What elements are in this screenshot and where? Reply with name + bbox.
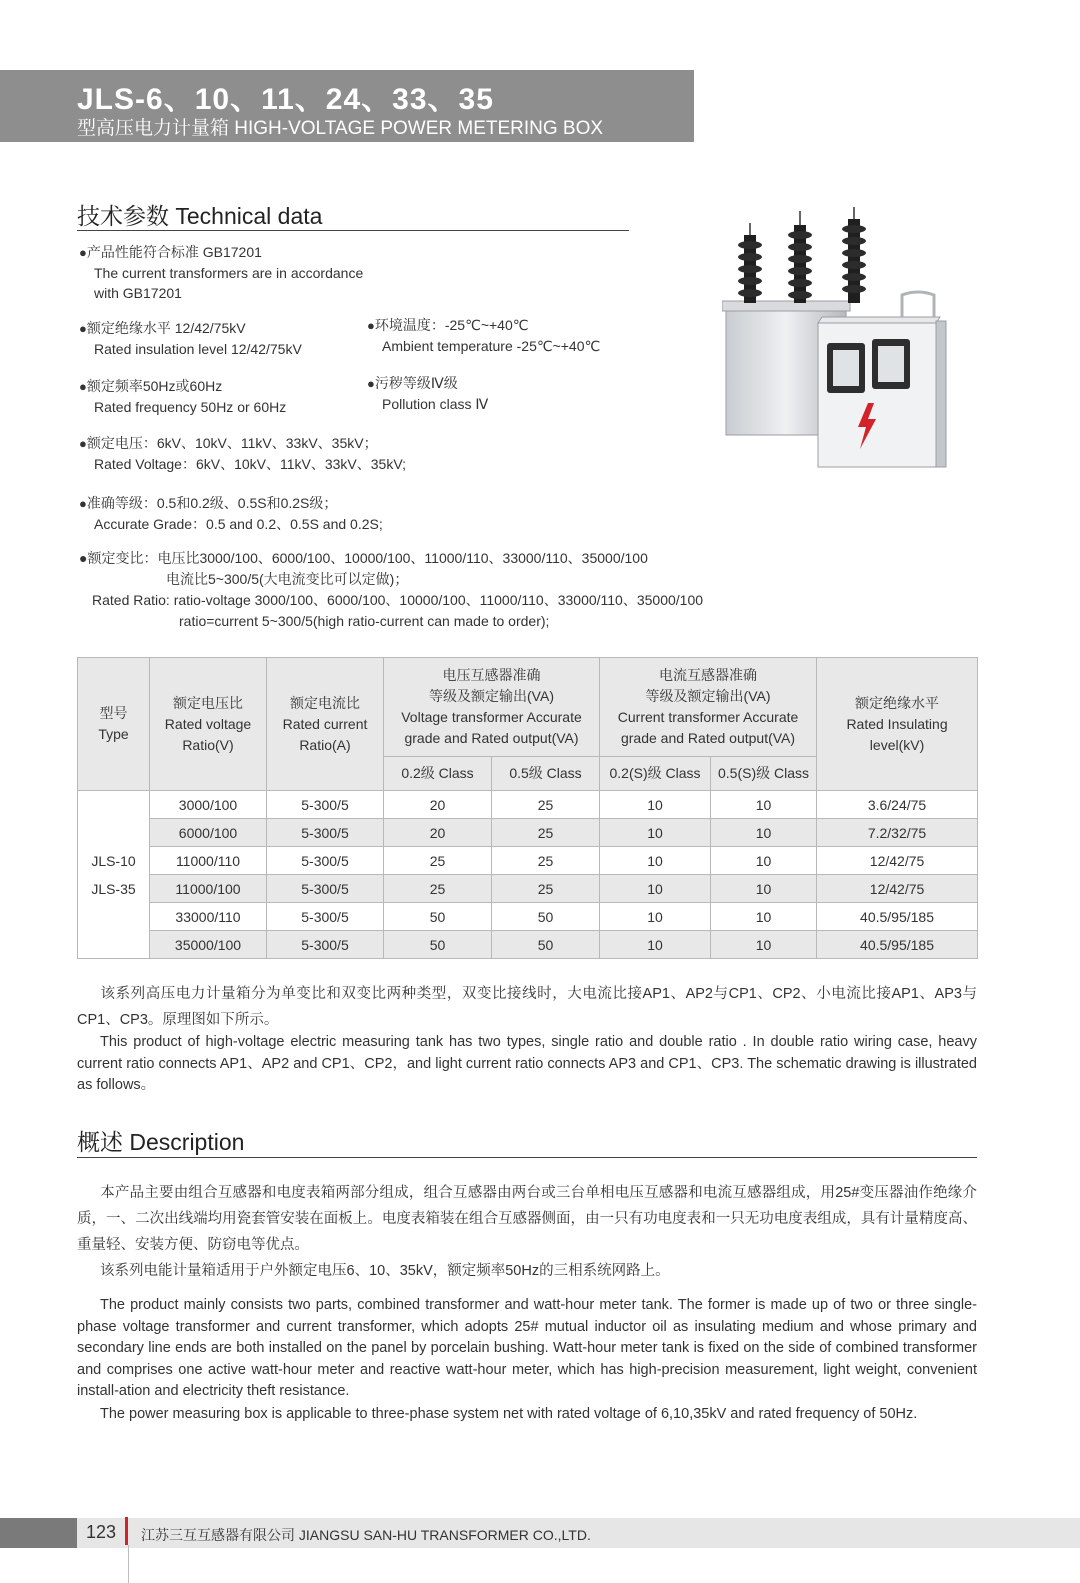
table-cell: 50 bbox=[492, 931, 600, 959]
table-cell: 3000/100 bbox=[150, 791, 267, 819]
table-cell: 10 bbox=[711, 819, 817, 847]
header-current-ratio: 额定电流比 Rated current Ratio(A) bbox=[267, 658, 384, 791]
type-cell bbox=[78, 791, 150, 959]
header-ct-accuracy: 电流互感器准确 等级及额定输出(VA) Current transformer Accurate grade and Rated output(VA) bbox=[600, 658, 817, 757]
table-cell: 35000/100 bbox=[150, 931, 267, 959]
technical-data-heading: 技术参数 Technical data bbox=[77, 203, 323, 229]
table-cell: 25 bbox=[384, 847, 492, 875]
table-cell: 10 bbox=[600, 847, 711, 875]
table-cell: 3.6/24/75 bbox=[817, 791, 978, 819]
spec-pollution-cn: 污秽等级Ⅳ级 bbox=[374, 375, 458, 391]
description-heading: 概述 Description bbox=[77, 1129, 245, 1155]
table-cell: 10 bbox=[600, 903, 711, 931]
spec-ratio-cn1: 额定变比：电压比3000/100、6000/100、10000/100、11000/110、33000/110、35000/100 bbox=[87, 550, 648, 566]
spec-ratio-en2: ratio=current 5~300/5(high ratio-current can made to order); bbox=[179, 613, 550, 629]
spec-frequency-cn: 额定频率50Hz或60Hz bbox=[86, 378, 223, 394]
technical-data-rule bbox=[77, 230, 629, 231]
table-row bbox=[78, 903, 978, 931]
header-type: 型号 Type bbox=[78, 658, 150, 791]
table-cell: 10 bbox=[711, 791, 817, 819]
table-row bbox=[78, 819, 978, 847]
table-cell: 10 bbox=[600, 931, 711, 959]
page-subtitle: 型高压电力计量箱 HIGH-VOLTAGE POWER METERING BOX bbox=[77, 118, 604, 139]
table-cell: 5-300/5 bbox=[267, 791, 384, 819]
table-cell: 25 bbox=[492, 847, 600, 875]
spec-temperature-cn: 环境温度：-25℃~+40℃ bbox=[374, 317, 529, 333]
table-row bbox=[78, 931, 978, 959]
description-cn1: 本产品主要由组合互感器和电度表箱两部分组成，组合互感器由两台或三台单相电压互感器和电流互感器组成，用25#变压器油作绝缘介质，一、二次出线端均用瓷套管安装在面板上。电度表箱装在组合互感器侧面，由一只有功电度表和一只无功电度表组成，具有计量精度高、重量轻、安装方便、防窃电等优点。 bbox=[77, 1185, 977, 1253]
bullet-icon: ● bbox=[79, 379, 87, 394]
table-cell: 10 bbox=[600, 875, 711, 903]
table-cell: 11000/100 bbox=[150, 875, 267, 903]
spec-ratio-en1: Rated Ratio: ratio-voltage 3000/100、6000/100、10000/100、11000/110、33000/110、35000/100 bbox=[92, 592, 704, 608]
table-cell: 12/42/75 bbox=[817, 847, 978, 875]
bullet-icon: ● bbox=[79, 550, 88, 566]
bullet-icon: ● bbox=[79, 436, 87, 451]
spec-accuracy bbox=[79, 493, 383, 534]
company-name: 江苏三互互感器有限公司 JIANGSU SAN-HU TRANSFORMER CO.,LTD. bbox=[141, 1527, 591, 1543]
bullet-icon: ● bbox=[79, 321, 87, 336]
table-cell: 20 bbox=[384, 791, 492, 819]
table-cell: 5-300/5 bbox=[267, 931, 384, 959]
header-ct-02s-class: 0.2(S)级 Class bbox=[600, 757, 711, 791]
spec-ratio bbox=[79, 548, 703, 632]
table-cell: 10 bbox=[600, 819, 711, 847]
spec-accuracy-cn: 准确等级：0.5和0.2级、0.5S和0.2S级； bbox=[86, 495, 338, 511]
table-cell: 50 bbox=[492, 903, 600, 931]
table-cell: 20 bbox=[384, 819, 492, 847]
spec-voltage-en: Rated Voltage：6kV、10kV、11kV、33kV、35kV; bbox=[94, 456, 407, 472]
spec-frequency-en: Rated frequency 50Hz or 60Hz bbox=[94, 399, 287, 415]
table-cell: 5-300/5 bbox=[267, 903, 384, 931]
table-cell: 10 bbox=[600, 791, 711, 819]
table-cell: 33000/110 bbox=[150, 903, 267, 931]
spec-standard-en1: The current transformers are in accordance bbox=[94, 265, 364, 281]
type-label-jls10: JLS-10 bbox=[91, 852, 136, 869]
table-cell: 11000/110 bbox=[150, 847, 267, 875]
page-title: JLS-6、10、11、24、33、35 bbox=[77, 83, 494, 116]
table-cell: 40.5/95/185 bbox=[817, 903, 978, 931]
table-cell: 5-300/5 bbox=[267, 875, 384, 903]
description-en2: The power measuring box is applicable to three-phase system net with rated voltage of 6,10,35kV and rated frequency of 50Hz. bbox=[100, 1406, 918, 1422]
table-cell: 6000/100 bbox=[150, 819, 267, 847]
table-cell: 5-300/5 bbox=[267, 847, 384, 875]
table-cell: 25 bbox=[492, 791, 600, 819]
table-cell: 10 bbox=[711, 903, 817, 931]
header-vt-05-class: 0.5级 Class bbox=[492, 757, 600, 791]
table-cell: 25 bbox=[384, 875, 492, 903]
spec-voltage bbox=[79, 433, 406, 474]
table-cell: 10 bbox=[711, 847, 817, 875]
spec-frequency bbox=[79, 376, 286, 417]
type-label-jls35: JLS-35 bbox=[91, 880, 136, 897]
page-number: 123 bbox=[86, 1522, 117, 1542]
note-en: This product of high-voltage electric measuring tank has two types, single ratio and double ratio . In double ratio wiring case, heavy current ratio connects AP1、AP2 and CP1、CP2，and light current ratio connects AP3 and CP1、CP3. The schematic drawing is illustrated as follows。 bbox=[77, 1034, 977, 1093]
table-cell: 5-300/5 bbox=[267, 819, 384, 847]
spec-insulation-cn: 额定绝缘水平 12/42/75kV bbox=[86, 320, 246, 336]
table-row bbox=[78, 875, 978, 903]
table-cell: 25 bbox=[492, 875, 600, 903]
table-cell: 25 bbox=[492, 819, 600, 847]
spec-temperature bbox=[367, 315, 600, 356]
spec-pollution bbox=[367, 373, 488, 414]
specification-table bbox=[77, 657, 978, 959]
description-rule bbox=[77, 1157, 977, 1158]
table-cell: 10 bbox=[711, 875, 817, 903]
spec-temperature-en: Ambient temperature -25℃~+40℃ bbox=[382, 338, 601, 354]
table-row bbox=[78, 791, 978, 819]
footer-red-divider bbox=[125, 1517, 128, 1545]
note-cn: 该系列高压电力计量箱分为单变比和双变比两种类型，双变比接线时，大电流比接AP1、AP2与CP1、CP2、小电流比接AP1、AP3与CP1、CP3。原理图如下所示。 bbox=[77, 986, 977, 1028]
table-cell: 40.5/95/185 bbox=[817, 931, 978, 959]
header-insulating-level: 额定绝缘水平 Rated Insulating level(kV) bbox=[817, 658, 978, 791]
spec-standard-cn: 产品性能符合标准 GB17201 bbox=[86, 244, 262, 260]
spec-standard-en2: with GB17201 bbox=[94, 285, 182, 301]
spec-accuracy-en: Accurate Grade：0.5 and 0.2、0.5S and 0.2S; bbox=[94, 516, 383, 532]
footer-line bbox=[128, 1545, 129, 1583]
header-vt-accuracy: 电压互感器准确 等级及额定输出(VA) Voltage transformer Accurate grade and Rated output(VA) bbox=[384, 658, 600, 757]
spec-insulation-en: Rated insulation level 12/42/75kV bbox=[94, 341, 302, 357]
table-cell: 12/42/75 bbox=[817, 875, 978, 903]
header-vt-02-class: 0.2级 Class bbox=[384, 757, 492, 791]
spec-standard bbox=[79, 242, 363, 303]
description-en1: The product mainly consists two parts, combined transformer and watt-hour meter tank. The former is made up of two or three single-phase voltage transformer and current transformer, which adopts 25# mutual inductor oil as insulating medium and whose primary and secondary line ends are both installed on the panel by porcelain bushing. Watt-hour meter tank is fixed on the side of combined transformer and comprises one active watt-hour meter and reactive watt-hour meter, which has high-precision measurement, light weight, convenient install-ation and electricity theft resistance. bbox=[77, 1297, 977, 1399]
spec-pollution-en: Pollution class Ⅳ bbox=[382, 396, 489, 412]
spec-insulation bbox=[79, 318, 302, 359]
header-ct-05s-class: 0.5(S)级 Class bbox=[711, 757, 817, 791]
metering-box-photo bbox=[722, 205, 954, 475]
spec-voltage-cn: 额定电压：6kV、10kV、11kV、33kV、35kV； bbox=[86, 435, 378, 451]
table-row bbox=[78, 847, 978, 875]
table-cell: 50 bbox=[384, 903, 492, 931]
spec-ratio-cn2: 电流比5~300/5(大电流变比可以定做)； bbox=[166, 571, 409, 587]
table-cell: 7.2/32/75 bbox=[817, 819, 978, 847]
table-cell: 10 bbox=[711, 931, 817, 959]
bullet-icon: ● bbox=[367, 318, 375, 333]
table-cell: 50 bbox=[384, 931, 492, 959]
description-cn2: 该系列电能计量箱适用于户外额定电压6、10、35kV，额定频率50Hz的三相系统网路上。 bbox=[100, 1263, 670, 1279]
bullet-icon: ● bbox=[79, 496, 87, 511]
header-voltage-ratio: 额定电压比 Rated voltage Ratio(V) bbox=[150, 658, 267, 791]
bullet-icon: ● bbox=[79, 245, 87, 260]
footer-dark-block bbox=[0, 1518, 77, 1548]
bullet-icon: ● bbox=[367, 376, 375, 391]
